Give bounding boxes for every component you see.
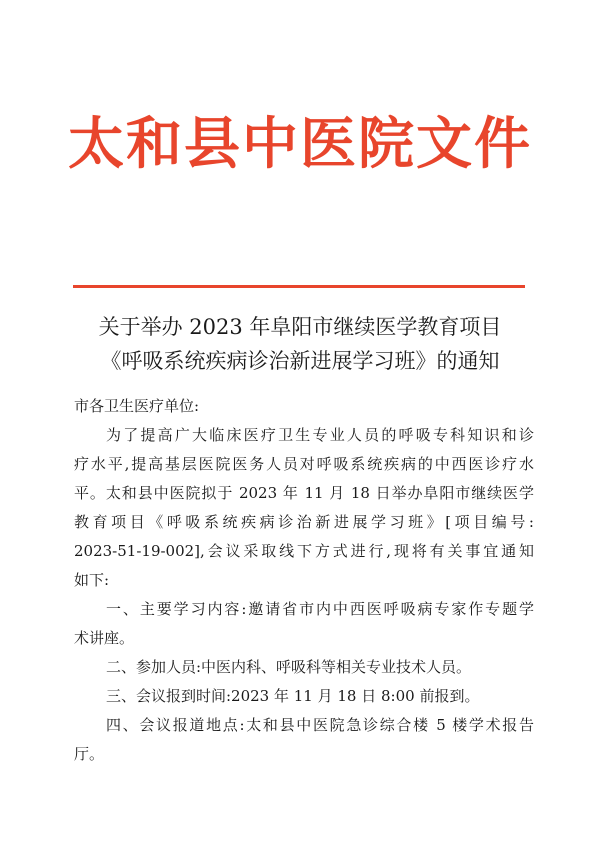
paragraph-1-line: 2023-51-19-002],会议采取线下方式进行,现将有关事宜通知 [74, 542, 534, 560]
paragraph-1-line: 为了提高广大临床医疗卫生专业人员的呼吸专科知识和诊 [106, 426, 534, 444]
item-1-line: 一、主要学习内容:邀请省市内中西医呼吸病专家作专题学 [106, 600, 534, 618]
item-4-line: 厅。 [74, 745, 105, 763]
notice-title [0, 310, 600, 378]
item-1-line: 术讲座。 [74, 629, 135, 647]
item-4-line: 四、会议报道地点:太和县中医院急诊综合楼 5 楼学术报告 [106, 716, 534, 734]
paragraph-1-line: 教育项目《呼吸系统疾病诊治新进展学习班》[项目编号: [74, 513, 534, 531]
organization-header-title: 太和县中医院文件 [68, 111, 532, 177]
red-separator-line [73, 285, 525, 288]
paragraph-1-line: 疗水平,提高基层医院医务人员对呼吸系统疾病的中西医诊疗水 [74, 455, 534, 473]
notice-title-line-2: 《呼吸系统疾病诊治新进展学习班》的通知 [100, 349, 500, 373]
notice-title-line-1: 关于举办 2023 年阜阳市继续医学教育项目 [98, 315, 502, 339]
notice-body [74, 392, 534, 769]
paragraph-1-line: 平。太和县中医院拟于 2023 年 11 月 18 日举办阜阳市继续医学 [74, 484, 534, 502]
salutation: 市各卫生医疗单位: [74, 397, 200, 415]
item-2: 二、参加人员:中医内科、呼吸科等相关专业技术人员。 [106, 658, 472, 676]
item-3: 三、会议报到时间:2023 年 11 月 18 日 8:00 前报到。 [106, 687, 480, 705]
paragraph-1-line: 如下: [74, 571, 110, 589]
